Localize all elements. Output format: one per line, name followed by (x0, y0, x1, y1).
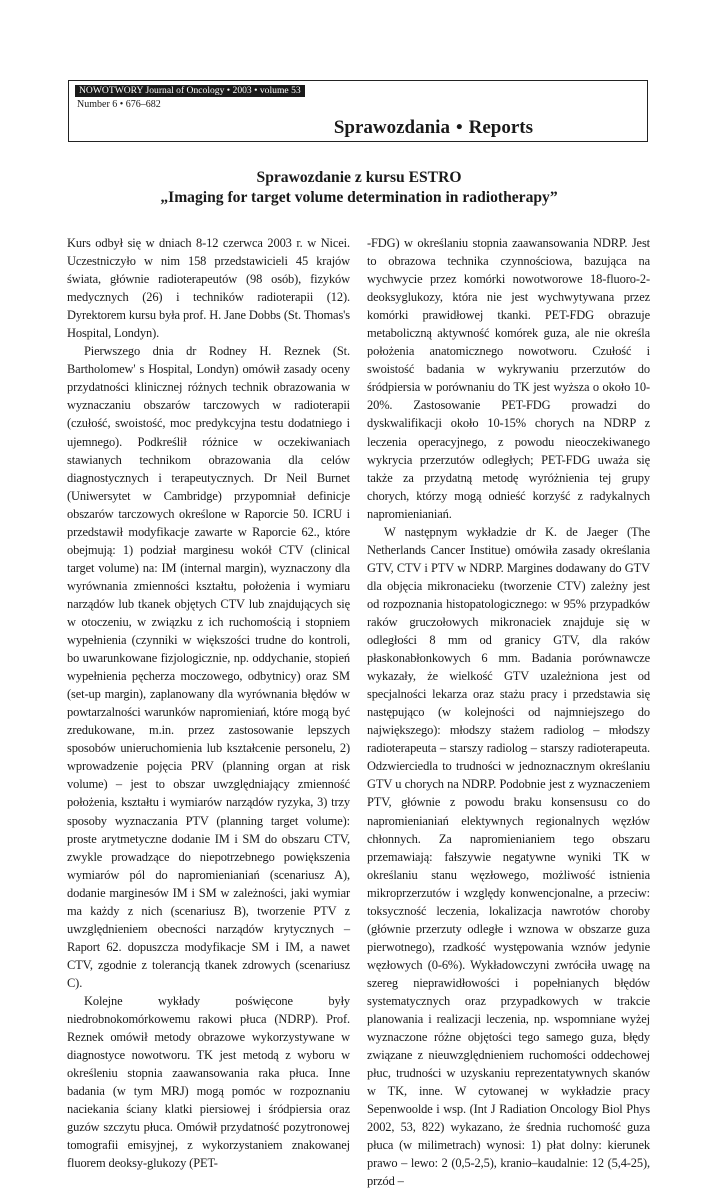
article-title (0, 168, 718, 208)
issue-info: Number 6 • 676–682 (77, 99, 161, 110)
paragraph: W następnym wykładzie dr K. de Jaeger (The Netherlands Cancer Institue) omówiła zasady określania GTV, CTV i PTV w NDRP. Margines dodawany do GTV dla objęcia mikronacieku (tworzenie CTV) zależny jest od rozpoznania histopatologicznego: w 95% przypadków raków gruczołowych mikronaciek znajduje się w odległości 8 mm od granicy GTV, dla raków płaskonabłonkowych 6 mm. Badania porównawcze wykazały, że wielkość GTV uzależniona jest od specjalności lekarza oraz stażu pracy i przedstawia się następująco (w kolejności od najmniejszego do największego): młodszy stażem radiolog – młodszy radioterapeuta – starszy radiolog – starszy radioterapeuta. Odzwierciedla to trudności w jednoznacznym określaniu GTV u chorych na NDRP. Podobnie jest z wyznaczeniem PTV, głównie z powodu braku konsensusu co do napromienianiań elektywnych regionalnych węzłów chłonnych. Za napromienianiem tego obszaru przemawiają: fałszywie negatywne wyniki TK w określaniu stanu węzłowego, możliwość istnienia mikroprzerzutów i względy konwencjonalne, a przeciw: toksyczność leczenia, lokalizacja nawrotów choroby (głównie przerzuty odległe i wznowa w obszarze guza pierwotnego), rzadkość występowania wznów jedynie węzłowych (0-6%). Wykładowczyni zwróciła uwagę na szereg nieprawidłowości i popełnianych błędów systematycznych oraz przypadkowych w trakcie planowania i realizacji leczenia, np. wspomniane wyżej wyznaczone różne objętości tego samego guza, błędy związane z nieuwzględnieniem ruchomości oddechowej płuc, trudności w uzyskaniu reprezentatywnych skanów w TK, inne. W cytowanej w wykładzie pracy Sepenwoolde i wsp. (Int J Radiation Oncology Biol Phys 2002, 53, 822) wykazano, że średnia ruchomość guza płuca (w milimetrach) wynosi: 1) płat dolny: kierunek prawo – lewo: 2 (0,5-2,5), kranio–kaudalnie: 12 (5,4-25), przód – (367, 524, 650, 1189)
section-title-pl: Sprawozdania (333, 117, 450, 138)
paragraph: Pierwszego dnia dr Rodney H. Reznek (St. Bartholomew' s Hospital, Londyn) omówił zasady oceny przydatności klinicznej różnych technik obrazowania w wyznaczaniu obszarów tarczowych w radioterapii (czułość, swoistość, moc predykcyjna testu dodatniego i ujemnego). Podkreślił różnice w oczekiwaniach stawianych technikom obrazowania dla celów diagnostycznych i terapeutycznych. Dr Neil Burnet (Uniwersytet w Cambridge) przypomniał definicje obszarów tarczowych określone w Raporcie 50. ICRU i przedstawił modyfikacje zawarte w Raporcie 62., które obejmują: 1) podział marginesu wokół CTV (clinical target volume) na: IM (internal margin), wyznaczony dla wyrównania zmienności kształtu, położenia i wymiaru narządów lub tkanek objętych CTV lub znajdujących się w otoczeniu, w związku z ich ruchomością i stopniem wypełnienia (czynniki w większości trudne do kontroli, bo uwarunkowane fizjologicznie, np. oddychanie, stopień wypełnienia pęcherza moczowego, odbytnicy) oraz SM (set-up margin), zaplanowany dla wyrównania błędów w powtarzalności warunków napromieniań, które mogą być zredukowane, m.in. przez zastosowanie lepszych sposobów unieruchomienia lub kształcenie personelu, 2) wprowadzenie pojęcia PRV (planning organ at risk volume) – jest to obszar uwzględniający zmienność położenia, kształtu i wymiarów narządów ryzyka, 3) trzy sposoby wyznaczania PTV (planning target volume): proste arytmetyczne dodanie IM i SM do obszaru CTV, zwykle prowadzące do niepotrzebnego powiększenia wymiarów pól do napromienianiań (scenariusz A), dodanie marginesów IM i SM w zależności, jaki wymiar ma każdy z nich (scenariusz B), tworzenie PTV z uwzględnieniem obecności narządów krytycznych – Raport 62. dopuszcza modyfikacje SM i IM, a nawet CTV, zgodnie z tolerancją tkanek zdrowych (scenariusz C). (67, 344, 350, 990)
paragraph: -FDG) w określaniu stopnia zaawansowania NDRP. Jest to obrazowa technika czynnościowa, bazująca na wychwycie przez komórki nowotworowe 18-fluoro-2-deoksyglukozy, która nie jest wychwytywana przez komórki prawidłowej tkanki. PET-FDG obrazuje metaboliczną aktywność komórek guza, ale nie określa położenia anatomicznego nowotworu. Czułość i swoistość badania w wykrywaniu przerzutów do śródpiersia w porównaniu do TK jest wyższa o około 10-20%. Zastosowanie PET-FDG prowadzi do dyskwalifikacji około 10-15% chorych na NDRP z leczenia operacyjnego, z powodu nieoczekiwanego wykrycia przerzutów odległych; PET-FDG uważa się także za przydatną metodę wyróżnienia tej grupy chorych, którzy mogą odnieść korzyść z radykalnych napromienianiań. (367, 236, 650, 521)
left-text-column (67, 234, 350, 1172)
paragraph: Kolejne wykłady poświęcone były niedrobnokomórkowemu rakowi płuca (NDRP). Prof. Reznek omówił metody obrazowe wykorzystywane w diagnostyce nowotworu. TK jest metodą z wyboru w określeniu stopnia zaawansowania raka płuca. Inne badania (w tym MRJ) mogą pomóc w rozpoznaniu naciekania ściany klatki piersiowej i śródpiersia oraz guzów szczytu płuca. Omówił przydatność pozytronowej tomografii emisyjnej, z wykorzystaniem znakowanej fluorem deoksy-glukozy (PET- (67, 993, 350, 1171)
journal-banner: NOWOTWORY Journal of Oncology • 2003 • volume 53 (75, 85, 305, 97)
article-title-line-2: „Imaging for target volume determination in radiotherapy” (160, 189, 558, 206)
section-title-en: Reports (468, 117, 533, 138)
journal-header-box (68, 80, 648, 142)
section-title (334, 117, 533, 139)
article-title-line-1: Sprawozdanie z kursu ESTRO (256, 169, 462, 186)
paragraph: Kurs odbył się w dniach 8-12 czerwca 2003 r. w Nicei. Uczestniczyło w nim 158 przedstawicieli 45 krajów świata, głównie radioterapeutów (98 osób), fizyków medycznych (26) i techników radioterapii (12). Dyrektorem kursu była prof. H. Jane Dobbs (St. Thomas's Hospital, Londyn). (67, 236, 350, 341)
right-text-column (367, 234, 650, 1190)
section-title-separator: • (455, 117, 463, 138)
